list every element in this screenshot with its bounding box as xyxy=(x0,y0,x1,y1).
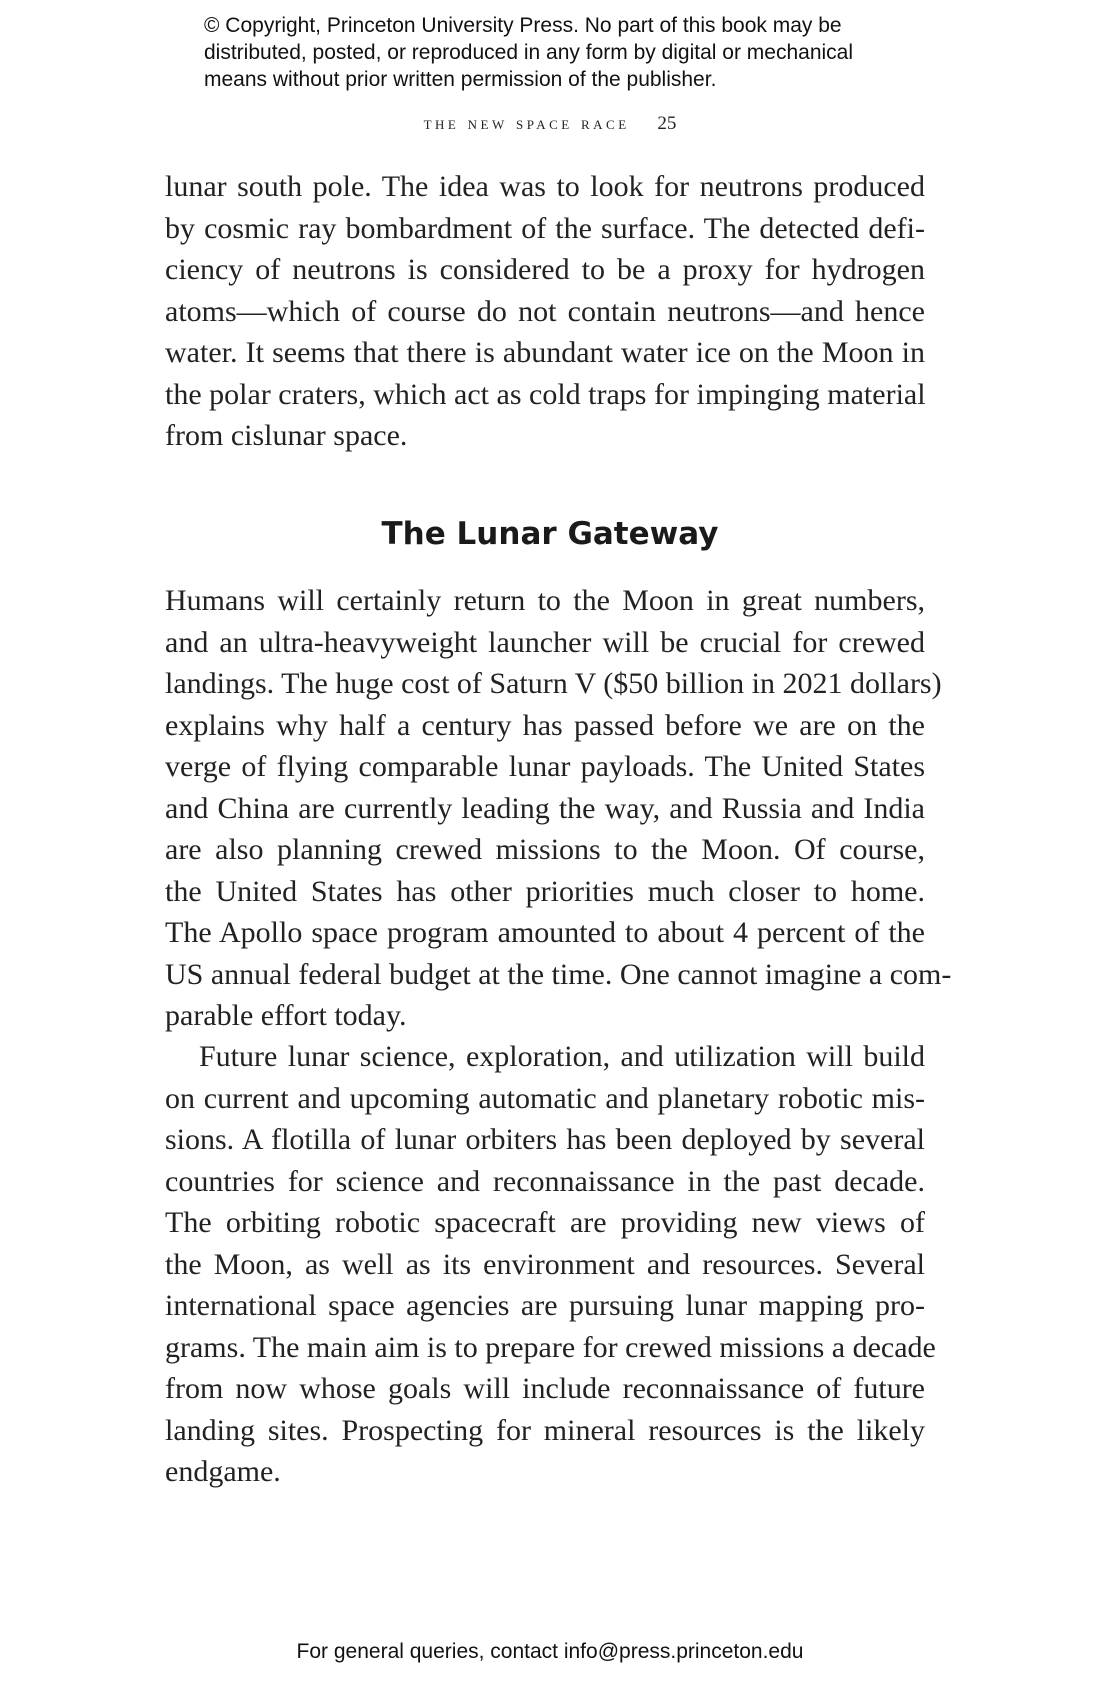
text-line: the Moon, as well as its environment and resources. Several xyxy=(165,1247,925,1281)
text-line: countries for science and reconnaissance in the past decade. xyxy=(165,1164,925,1198)
text-line: lunar south pole. The idea was to look for neutrons produced xyxy=(165,170,925,203)
text-line: on current and upcoming automatic and planetary robotic mis- xyxy=(165,1081,925,1115)
copyright-line: means without prior written permission of the publisher. xyxy=(204,68,717,91)
text-line: from cislunar space. xyxy=(165,419,408,452)
running-head-title: the new space race xyxy=(423,113,630,134)
text-line: Future lunar science, exploration, and utilization will build xyxy=(199,1040,925,1073)
text-line: water. It seems that there is abundant water ice on the Moon in xyxy=(165,336,925,369)
body-paragraph xyxy=(165,1036,936,1493)
copyright-notice xyxy=(204,12,924,93)
text-line: landings. The huge cost of Saturn V ($50 billion in 2021 dollars) xyxy=(165,667,942,700)
copyright-line: distributed, posted, or reproduced in any form by digital or mechanical xyxy=(204,41,854,64)
copyright-line: © Copyright, Princeton University Press. No part of this book may be xyxy=(204,14,842,37)
text-line: landing sites. Prospecting for mineral resources is the likely xyxy=(165,1413,925,1447)
body-paragraph-intro xyxy=(165,166,925,457)
text-line: from now whose goals will include reconnaissance of future xyxy=(165,1372,925,1405)
text-line: grams. The main aim is to prepare for crewed missions a decade xyxy=(165,1330,936,1364)
text-line: ciency of neutrons is considered to be a proxy for hydrogen xyxy=(165,253,925,286)
text-line: verge of flying comparable lunar payloads. The United States xyxy=(165,750,925,783)
body-paragraph xyxy=(165,580,952,1037)
text-line: international space agencies are pursuing lunar mapping pro- xyxy=(165,1289,925,1322)
page-number: 25 xyxy=(657,113,677,134)
text-line: the polar craters, which act as cold traps for impinging material xyxy=(165,377,926,411)
text-line: The orbiting robotic spacecraft are providing new views of xyxy=(165,1206,925,1239)
footer-contact: For general queries, contact info@press.princeton.edu xyxy=(296,1640,804,1663)
section-heading: The Lunar Gateway xyxy=(381,516,719,552)
text-line: parable effort today. xyxy=(165,999,407,1032)
text-line: atoms—which of course do not contain neutrons—and hence xyxy=(165,294,925,328)
text-line: The Apollo space program amounted to about 4 percent of the xyxy=(165,916,925,949)
text-line: endgame. xyxy=(165,1455,281,1488)
text-line: and an ultra-heavyweight launcher will be crucial for crewed xyxy=(165,625,925,659)
text-line: and China are currently leading the way, and Russia and India xyxy=(165,791,925,825)
text-line: by cosmic ray bombardment of the surface. The detected defi- xyxy=(165,211,925,245)
running-head xyxy=(0,113,1100,135)
text-line: US annual federal budget at the time. One cannot imagine a com- xyxy=(165,957,952,991)
text-line: the United States has other priorities much closer to home. xyxy=(165,874,925,908)
text-line: explains why half a century has passed before we are on the xyxy=(165,708,925,742)
text-line: Humans will certainly return to the Moon in great numbers, xyxy=(165,584,925,617)
text-line: sions. A flotilla of lunar orbiters has been deployed by several xyxy=(165,1123,925,1156)
text-line: are also planning crewed missions to the Moon. Of course, xyxy=(165,833,925,866)
